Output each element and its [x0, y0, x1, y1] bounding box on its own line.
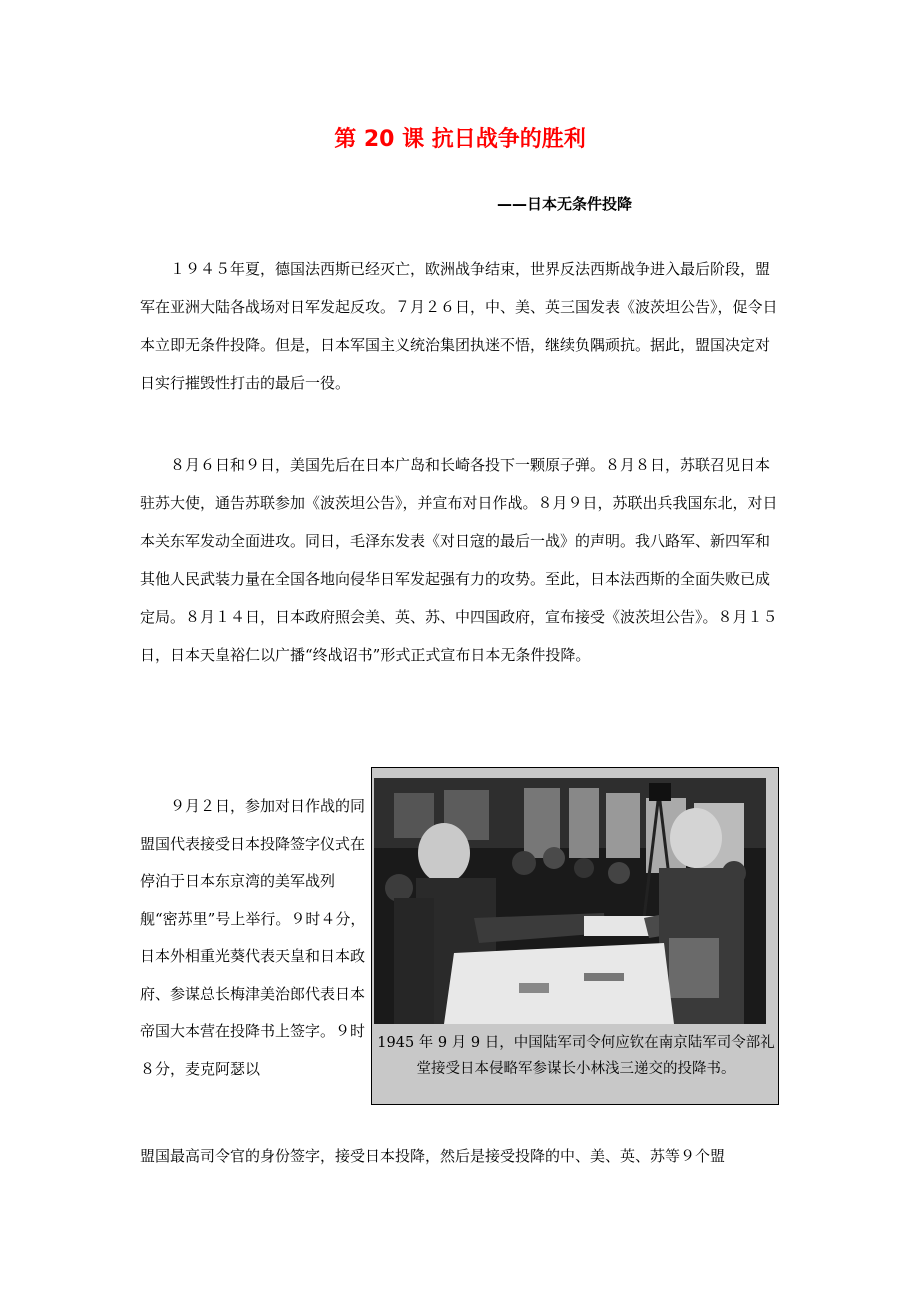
surrender-ceremony-photo — [374, 778, 766, 1024]
page-title: 第 20 课 抗日战争的胜利 — [334, 127, 586, 152]
photo-caption: 1945 年 9 月 9 日，中国陆军司令何应钦在南京陆军司令部礼堂接受日本侵略军参谋长小林浅三递交的投降书。 — [377, 1035, 775, 1077]
page-subtitle: ——日本无条件投降 — [497, 195, 633, 213]
paragraph-1: １９４５年夏，德国法西斯已经灭亡，欧洲战争结束，世界反法西斯战争进入最后阶段，盟军在亚洲大陆各战场对日军发起反攻。７月２６日，中、美、英三国发表《波茨坦公告》，促令日本立即无条件投降。但是，日本军国主义统治集团执迷不悟，继续负隅顽抗。据此，盟国决定对日实行摧毁性打击的最后一役。 — [140, 260, 778, 392]
paragraph-3: ９月２日，参加对日作战的同盟国代表接受日本投降签字仪式在停泊于日本东京湾的美军战列舰“密苏里”号上举行。９时４分，日本外相重光葵代表天皇和日本政府、参谋总长梅津美治郎代表日本帝国大本营在投降书上签字。９时８分，麦克阿瑟以 — [140, 797, 366, 1078]
historical-photo-figure — [371, 767, 779, 1105]
paragraph-2: ８月６日和９日，美国先后在日本广岛和长崎各投下一颗原子弹。８月８日，苏联召见日本驻苏大使，通告苏联参加《波茨坦公告》，并宣布对日作战。８月９日，苏联出兵我国东北，对日本关东军发动全面进攻。同日，毛泽东发表《对日寇的最后一战》的声明。我八路军、新四军和其他人民武装力量在全国各地向侵华日军发起强有力的攻势。至此，日本法西斯的全面失败已成定局。８月１４日，日本政府照会美、英、苏、中四国政府，宣布接受《波茨坦公告》。８月１５日，日本天皇裕仁以广播“终战诏书”形式正式宣布日本无条件投降。 — [140, 456, 778, 664]
paragraph-3-continued: 盟国最高司令官的身份签字，接受日本投降，然后是接受投降的中、美、英、苏等９个盟 — [140, 1147, 726, 1165]
